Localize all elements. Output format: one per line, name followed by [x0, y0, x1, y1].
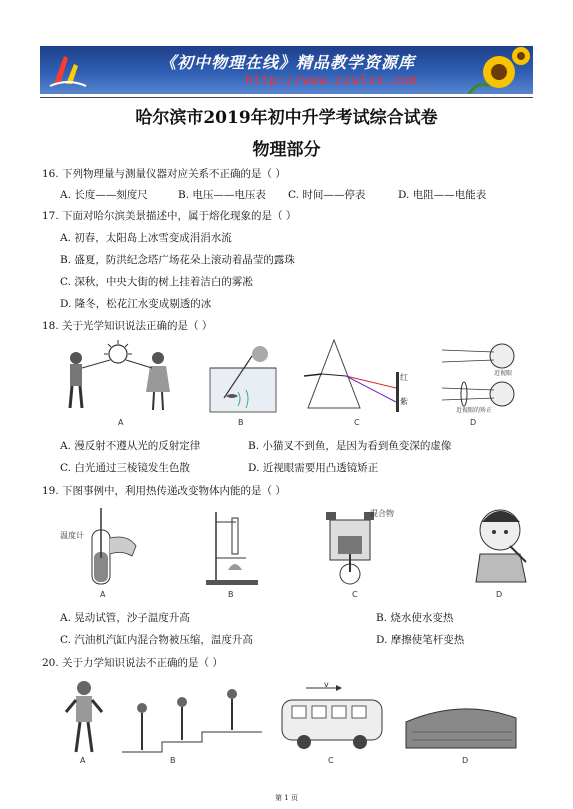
- q20-figure-c: [276, 682, 388, 754]
- q18-nearsight-label: 近视眼: [494, 370, 513, 377]
- q18-figure-b: [208, 340, 278, 416]
- q17-option-c: C. 深秋，中央大街的树上挂着洁白的雾凇: [60, 276, 253, 288]
- q19-fig-label-c: C: [352, 590, 358, 599]
- banner-url[interactable]: http://www.czwlzx.com: [245, 73, 418, 87]
- q20-figure-b: [122, 688, 262, 754]
- q17-option-b: B. 盛夏，防洪纪念塔广场花朵上滚动着晶莹的露珠: [60, 254, 295, 266]
- banner-title: 《初中物理在线》精品教学资源库: [160, 53, 416, 72]
- q19-fig-label-a: A: [100, 590, 106, 599]
- q16-stem: 16. 下列物理量与测量仪器对应关系不正确的是（ ）: [42, 168, 286, 180]
- q20-fig-label-b: B: [170, 756, 176, 765]
- q20-stem: 20. 关于力学知识说法不正确的是（ ）: [42, 657, 223, 669]
- q16-option-d: D. 电阻——电能表: [398, 189, 487, 201]
- q17-option-a: A. 初春，太阳岛上冰雪变成涓涓水流: [60, 232, 232, 244]
- q19-option-c: C. 汽油机汽缸内混合物被压缩，温度升高: [60, 634, 253, 646]
- q18-correction-label: 近视眼的矫正: [456, 407, 493, 414]
- q20-figure-a: [62, 678, 106, 756]
- q20-fig-label-d: D: [462, 756, 469, 765]
- q18-violet-label: 紫: [400, 397, 408, 406]
- q16-option-b: B. 电压——电压表: [178, 189, 266, 201]
- q18-fig-label-c: C: [354, 418, 360, 427]
- q18-stem: 18. 关于光学知识说法正确的是（ ）: [42, 320, 213, 332]
- q18-option-c: C. 白光通过三棱镜发生色散: [60, 462, 190, 474]
- q20-velocity-label: v: [324, 680, 329, 689]
- q19-fig-label-d: D: [496, 590, 503, 599]
- q18-fig-label-b: B: [238, 418, 244, 427]
- q19-figure-b: [202, 508, 262, 588]
- q19-figure-a: [60, 508, 142, 586]
- page-number: 第 1 页: [275, 794, 298, 802]
- q18-option-d: D. 近视眼需要用凸透镜矫正: [248, 462, 379, 474]
- q19-option-b: B. 烧水使水变热: [376, 612, 454, 624]
- q18-fig-label-d: D: [470, 418, 477, 427]
- q18-option-a: A. 漫反射不遵从光的反射定律: [60, 440, 201, 452]
- q18-red-label: 红: [400, 373, 408, 382]
- q19-stem: 19. 下图事例中，利用热传递改变物体内能的是（ ）: [42, 485, 286, 497]
- q18-figure-a: [58, 340, 178, 420]
- q19-figure-c: [318, 508, 388, 588]
- q18-option-b: B. 小猫叉不到鱼，是因为看到鱼变深的虚像: [248, 440, 452, 452]
- site-logo-icon: [46, 50, 90, 90]
- q17-stem: 17. 下面对哈尔滨美景描述中，属于熔化现象的是（ ）: [42, 210, 297, 222]
- q19-mixture-label: 混合物: [370, 509, 394, 518]
- q17-option-d: D. 隆冬，松花江水变成剔透的冰: [60, 298, 212, 310]
- q19-figure-d: [470, 506, 536, 586]
- exam-subtitle: 物理部分: [252, 140, 321, 160]
- q18-figure-c: [304, 336, 414, 418]
- q18-fig-label-a: A: [118, 418, 124, 427]
- q19-option-a: A. 晃动试管，沙子温度升高: [60, 612, 190, 624]
- q20-figure-d: [402, 692, 520, 752]
- q20-fig-label-c: C: [328, 756, 334, 765]
- q20-fig-label-a: A: [80, 756, 86, 765]
- sunflower-icon: [459, 46, 531, 94]
- header-divider: [40, 97, 533, 98]
- exam-title: 哈尔滨市2019年初中升学考试综合试卷: [135, 108, 438, 128]
- q19-option-d: D. 摩擦使笔杆变热: [376, 634, 465, 646]
- q16-option-a: A. 长度——刻度尺: [60, 189, 148, 201]
- header-banner: [40, 46, 533, 94]
- q16-option-c: C. 时间——停表: [288, 189, 366, 201]
- q19-thermometer-label: 温度计: [60, 531, 84, 540]
- q19-fig-label-b: B: [228, 590, 234, 599]
